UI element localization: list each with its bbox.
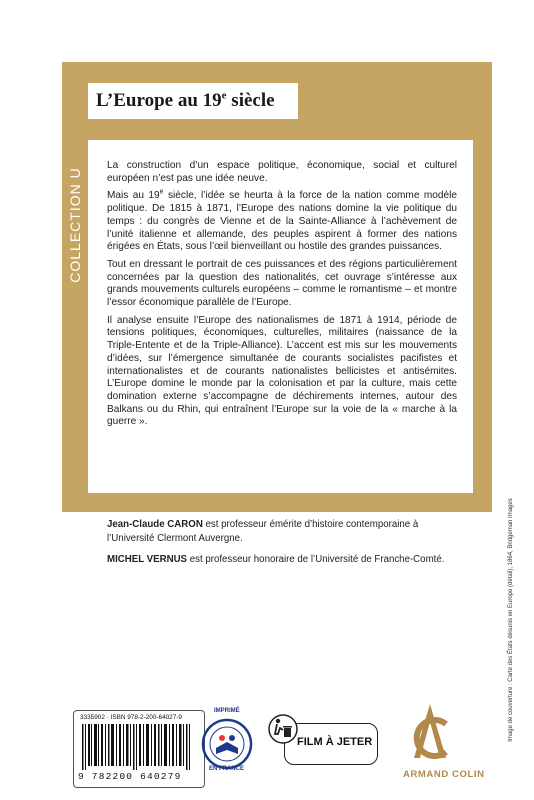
author-bios — [107, 518, 467, 575]
author-name-2: MICHEL VERNUS — [107, 554, 188, 565]
book-title — [96, 90, 275, 112]
summary-paragraph-2 — [107, 190, 457, 254]
isbn-label: 3335902 · ISBN 978-2-200-64027-9 — [80, 714, 182, 721]
author-bio-2 — [107, 553, 467, 567]
trash-person-icon — [268, 712, 298, 746]
author-bio-1 — [107, 518, 467, 545]
author-text-1: est professeur émérite d’histoire contemporaine à l’Université Clermont Auvergne. — [107, 519, 419, 544]
badge-top-label: IMPRIMÉ — [214, 708, 240, 714]
author-text-2: est professeur honoraire de l’Université de Franche-Comté. — [187, 554, 445, 565]
collection-label: COLLECTION U — [67, 167, 83, 283]
badge-bottom-label: EN FRANCE — [209, 766, 245, 772]
barcode-icon — [82, 724, 194, 770]
publisher-name: ARMAND COLIN — [403, 769, 485, 780]
summary-paragraph-2-start: Mais au 19 — [107, 190, 160, 202]
summary-paragraph-2-sup: e — [159, 189, 164, 197]
title-main: L’Europe au 19 — [96, 90, 222, 111]
summary-paragraph-1: La construction d’un espace politique, économique, social et culturel européen n’est pas une idée neuve. — [107, 160, 457, 184]
summary-paragraph-4: Il analyse ensuite l’Europe des nationalismes de 1871 à 1914, période de tensions politiques, économiques, culturelles, militaires (naissance de la Triple-Entente et de la Triple-Alliance). L’accent est mis sur les mouvements d’idées, sur l’émergence simultanée de courants socialistes pacifistes et internationalistes et de courants nationalistes bellicistes et antisémites. L’Europe domine le monde par la colonisation et par la culture, mais cette domination externe s’accompagne de déchirements internes, autour des Balkans ou du Rhin, qui entraînent l’Europe sur la voie de la « marche à la guerre ». — [107, 314, 457, 428]
cover-image-credit: Image de couverture : Carte des États désunis en Europe (détail), 1864, Bridgeman Images — [508, 498, 514, 742]
title-tail: siècle — [226, 90, 275, 111]
barcode-number: 9 782200 640279 — [78, 771, 182, 782]
summary-paragraph-3: Tout en dressant le portrait de ces puissances et des régions particulièrement concernées par la question des nationalités, cet ouvrage s’intéresse aux grands mouvements culturels européens – comme le romantisme – et montre l’essor économique parallèle de l’Europe. — [107, 258, 457, 309]
summary-paragraph-2-rest: siècle, l’idée se heurta à la force de la nation comme modèle politique. De 1815 à 1871, l’Europe des nations domine la vie politique du temps : du congrès de Vienne et de la Sainte-Alliance à l’achèvement de l’unité italienne et allemande, des peuples aspirent à former des nations érigées en États, sous l’œil bienveillant ou hostile des grandes puissances. — [107, 190, 457, 253]
author-name-1: Jean-Claude CARON — [107, 519, 203, 530]
armand-colin-logo-icon — [406, 700, 454, 766]
title-superscript: e — [221, 89, 227, 102]
summary-text — [107, 160, 457, 434]
film-disposal-label: FILM À JETER — [297, 736, 373, 748]
